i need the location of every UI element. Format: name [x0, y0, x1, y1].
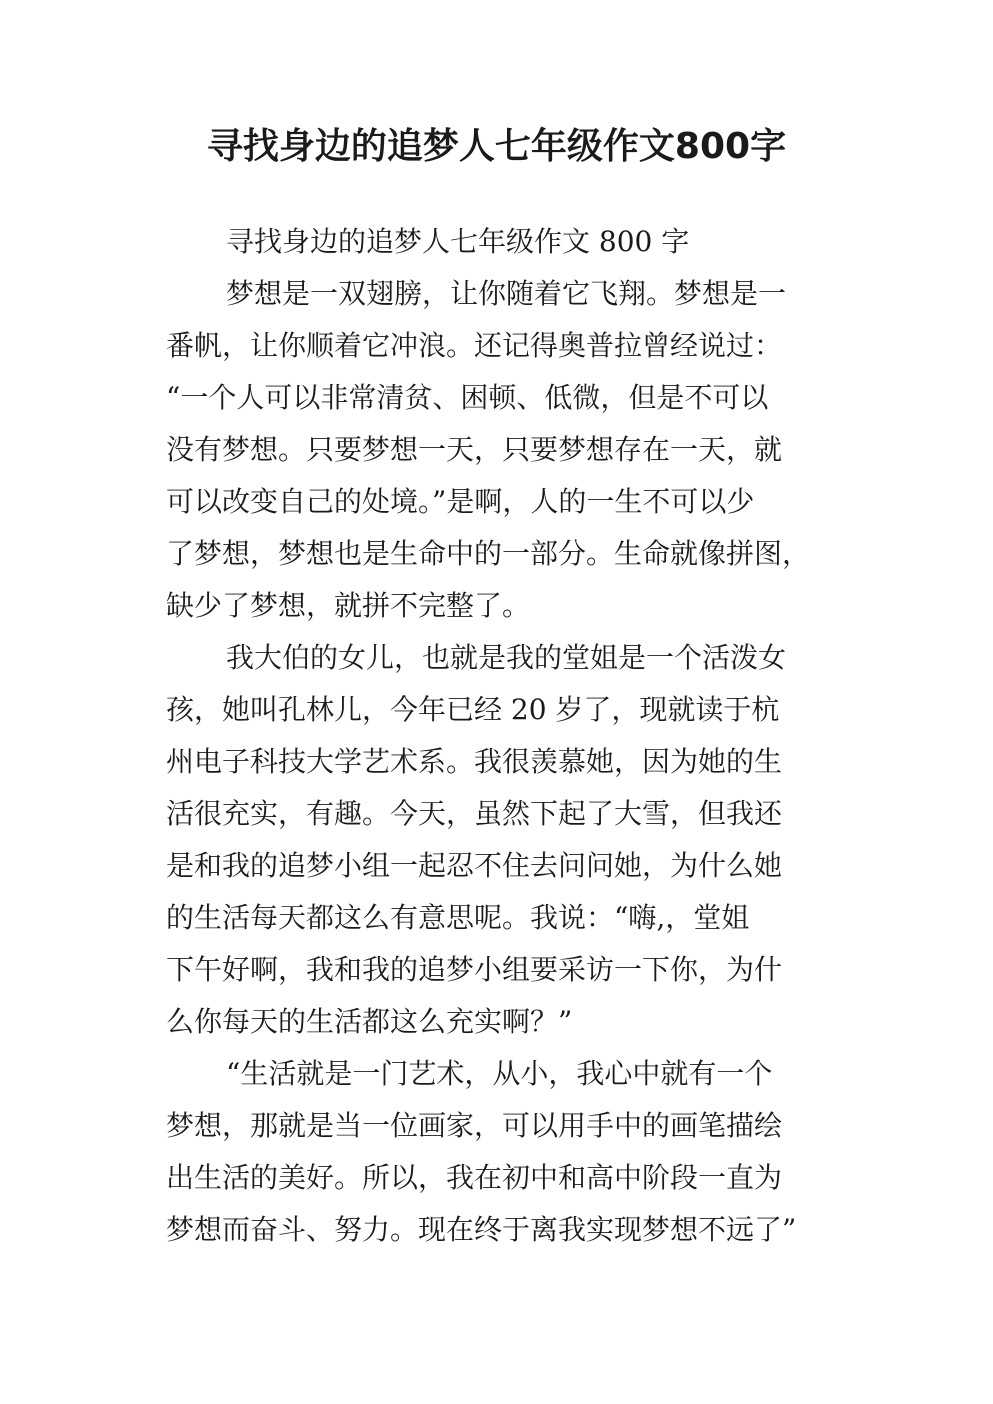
body-line: 孩，她叫孔林儿，今年已经 20 岁了，现就读于杭	[166, 693, 780, 726]
document-title: 寻找身边的追梦人七年级作文800字	[206, 126, 787, 167]
body-line: 活很充实，有趣。今天，虽然下起了大雪，但我还	[166, 797, 783, 830]
body-line: 了梦想，梦想也是生命中的一部分。生命就像拼图，	[166, 537, 811, 570]
body-line: 梦想是一双翅膀，让你随着它飞翔。梦想是一	[226, 277, 787, 310]
body-line: 州电子科技大学艺术系。我很羡慕她，因为她的生	[166, 745, 783, 778]
body-line: 番帆，让你顺着它冲浪。还记得奥普拉曾经说过：	[166, 329, 783, 362]
body-line: “一个人可以非常清贫、困顿、低微，但是不可以	[166, 381, 769, 414]
body-line: 下午好啊，我和我的追梦小组要采访一下你，为什	[166, 953, 783, 986]
body-line: 的生活每天都这么有意思呢。我说：“嗨,，堂姐	[166, 901, 750, 934]
body-line: 没有梦想。只要梦想一天，只要梦想存在一天，就	[166, 433, 783, 466]
body-line: 梦想而奋斗、努力。现在终于离我实现梦想不远了”	[166, 1213, 797, 1246]
body-line: 寻找身边的追梦人七年级作文 800 字	[226, 225, 690, 258]
body-line: 么你每天的生活都这么充实啊？”	[166, 1005, 573, 1038]
body-line: 我大伯的女儿，也就是我的堂姐是一个活泼女	[226, 641, 787, 674]
document-body	[166, 216, 846, 1256]
body-line: 缺少了梦想，就拼不完整了。	[166, 589, 531, 622]
body-line: 梦想，那就是当一位画家，可以用手中的画笔描绘	[166, 1109, 783, 1142]
body-line: 可以改变自己的处境。”是啊，人的一生不可以少	[166, 485, 755, 518]
body-line: 出生活的美好。所以，我在初中和高中阶段一直为	[166, 1161, 783, 1194]
body-line: 是和我的追梦小组一起忍不住去问问她，为什么她	[166, 849, 783, 882]
body-line: “生活就是一门艺术，从小，我心中就有一个	[226, 1057, 773, 1090]
